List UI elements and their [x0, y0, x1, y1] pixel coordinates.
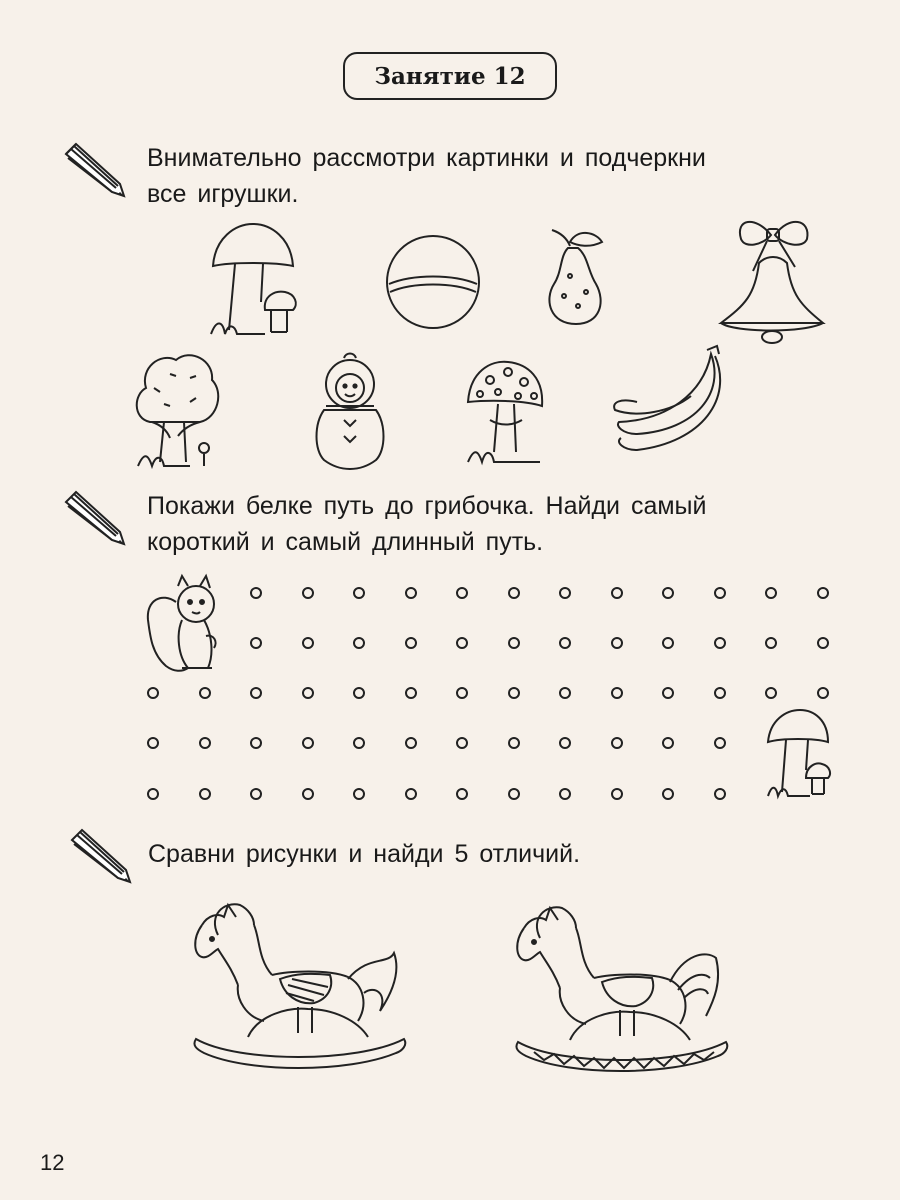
task-3-line-1: Сравни рисунки и найди 5 отличий.: [148, 840, 581, 868]
path-dot[interactable]: [456, 587, 468, 599]
path-dot[interactable]: [302, 637, 314, 649]
path-dot[interactable]: [765, 637, 777, 649]
roly-poly-doll-picture: [310, 350, 390, 470]
rocking-horse-picture-left: [188, 895, 418, 1075]
task-1-line-1: Внимательно рассмотри картинки и подчеркни: [147, 144, 706, 172]
path-dot[interactable]: [405, 737, 417, 749]
path-dot[interactable]: [353, 687, 365, 699]
path-dot[interactable]: [302, 737, 314, 749]
path-dot[interactable]: [302, 587, 314, 599]
path-dot[interactable]: [353, 637, 365, 649]
path-dot[interactable]: [302, 788, 314, 800]
path-dot[interactable]: [302, 687, 314, 699]
path-dot[interactable]: [611, 788, 623, 800]
path-dot[interactable]: [199, 687, 211, 699]
path-dot[interactable]: [817, 687, 829, 699]
path-dot[interactable]: [611, 737, 623, 749]
squirrel-picture: [142, 572, 222, 677]
path-dot[interactable]: [353, 587, 365, 599]
task-2-line-2: короткий и самый длинный путь.: [147, 528, 544, 556]
path-dot[interactable]: [714, 637, 726, 649]
task-2-line-1: Покажи белке путь до грибочка. Найди самый: [147, 492, 707, 520]
path-dot[interactable]: [405, 788, 417, 800]
path-dot[interactable]: [456, 687, 468, 699]
path-dot[interactable]: [714, 737, 726, 749]
lesson-title-text: Занятие 12: [374, 62, 526, 90]
path-dot[interactable]: [559, 737, 571, 749]
path-dot[interactable]: [456, 737, 468, 749]
mushroom-picture: [205, 218, 300, 343]
path-dot[interactable]: [611, 637, 623, 649]
page-number: 12: [40, 1150, 65, 1175]
path-dot[interactable]: [817, 587, 829, 599]
path-dot[interactable]: [765, 587, 777, 599]
path-dot[interactable]: [250, 788, 262, 800]
path-dot[interactable]: [714, 587, 726, 599]
task-1-text: [147, 140, 706, 212]
path-dot[interactable]: [508, 637, 520, 649]
bell-picture: [715, 205, 830, 350]
path-dot[interactable]: [353, 788, 365, 800]
tree-picture: [130, 348, 225, 473]
path-dot[interactable]: [147, 687, 159, 699]
path-dot[interactable]: [662, 687, 674, 699]
path-dot[interactable]: [353, 737, 365, 749]
path-dot[interactable]: [250, 637, 262, 649]
task-3-text: [148, 836, 580, 872]
path-dot[interactable]: [508, 587, 520, 599]
path-dot[interactable]: [147, 788, 159, 800]
path-dot[interactable]: [611, 587, 623, 599]
mushroom-picture: [764, 708, 834, 803]
pencil-icon: [60, 488, 130, 548]
path-dot[interactable]: [714, 687, 726, 699]
path-dot[interactable]: [405, 687, 417, 699]
task-2-text: [147, 488, 706, 560]
lesson-title: [343, 52, 557, 100]
bananas-picture: [607, 342, 737, 462]
path-dot[interactable]: [559, 587, 571, 599]
path-dot[interactable]: [405, 587, 417, 599]
path-dot[interactable]: [611, 687, 623, 699]
path-dot[interactable]: [250, 587, 262, 599]
ball-picture: [383, 230, 483, 335]
path-dot[interactable]: [559, 637, 571, 649]
pear-picture: [540, 226, 615, 331]
path-dot[interactable]: [765, 687, 777, 699]
path-dot[interactable]: [508, 788, 520, 800]
path-dot[interactable]: [405, 637, 417, 649]
path-dot[interactable]: [559, 788, 571, 800]
path-dot[interactable]: [147, 737, 159, 749]
path-dot[interactable]: [662, 587, 674, 599]
fly-agaric-picture: [460, 356, 550, 471]
path-dot[interactable]: [456, 637, 468, 649]
path-dot[interactable]: [199, 737, 211, 749]
path-dot[interactable]: [662, 737, 674, 749]
path-dot[interactable]: [508, 737, 520, 749]
path-dot[interactable]: [250, 737, 262, 749]
rocking-horse-picture-right: [510, 898, 740, 1078]
path-dot[interactable]: [559, 687, 571, 699]
path-dot[interactable]: [250, 687, 262, 699]
path-dot[interactable]: [456, 788, 468, 800]
path-dot[interactable]: [662, 637, 674, 649]
pencil-icon: [66, 826, 136, 886]
path-dot[interactable]: [714, 788, 726, 800]
path-dot[interactable]: [662, 788, 674, 800]
pencil-icon: [60, 140, 130, 200]
path-dot[interactable]: [817, 637, 829, 649]
path-dot[interactable]: [508, 687, 520, 699]
path-dot[interactable]: [199, 788, 211, 800]
task-1-line-2: все игрушки.: [147, 180, 299, 208]
